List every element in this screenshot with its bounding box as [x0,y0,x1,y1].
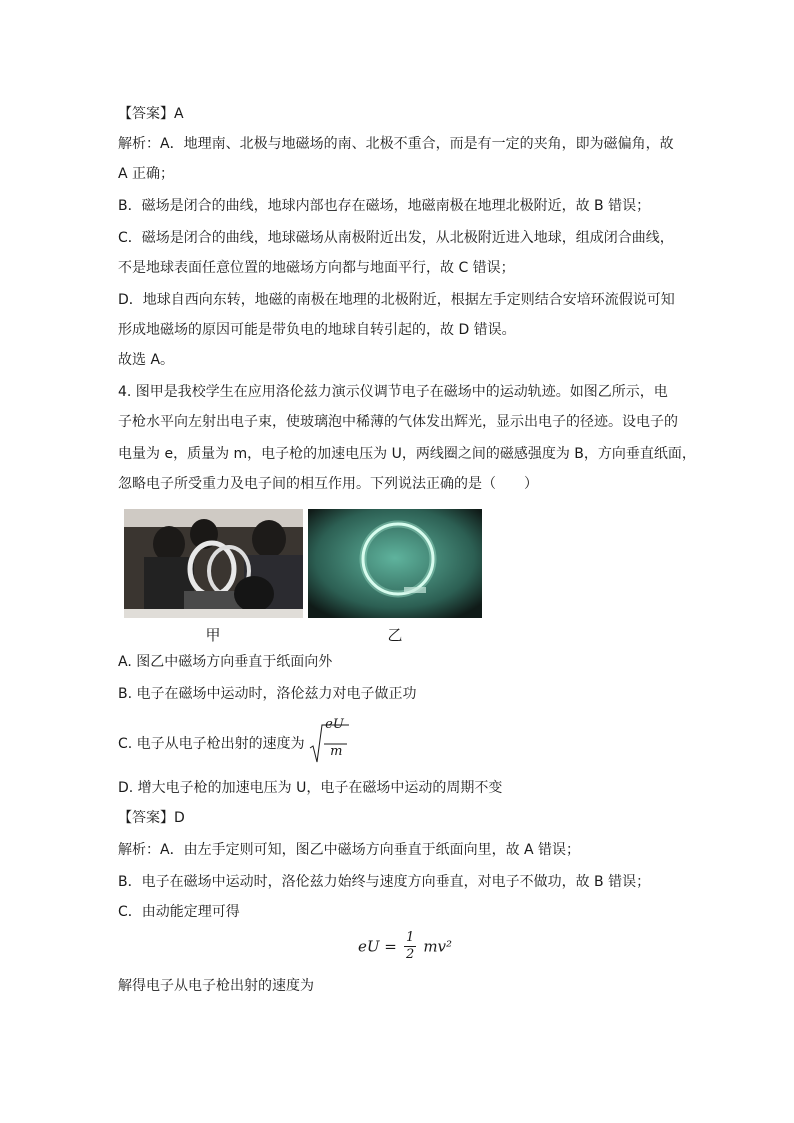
option-c [118,717,349,766]
equation-lhs: eU = [358,937,397,956]
equation-fraction [404,930,416,963]
photo-students-apparatus [124,509,303,618]
option-a: A. 图乙中磁场方向垂直于纸面向外 [118,654,333,670]
fraction-numerator: 1 [405,930,415,945]
explanation-line: B．电子在磁场中运动时，洛伦兹力始终与速度方向垂直，对电子不做功，故 B 错误； [118,874,651,890]
question-line: 子枪水平向左射出电子束，使玻璃泡中稀薄的气体发出辉光，显示出电子的径迹。设电子的 [118,414,678,430]
explanation-line: 故选 A。 [118,352,175,368]
photo-electron-trajectory [308,509,482,618]
explanation-line: C．由动能定理可得 [118,904,240,920]
explanation-line: 解析：A．由左手定则可知，图乙中磁场方向垂直于纸面向里，故 A 错误； [118,842,581,858]
explanation-line: D．地球自西向东转，地磁的南极在地理的北极附近，根据左手定则结合安培环流假说可知 [118,292,675,308]
answer-label: 【答案】D [118,810,185,826]
option-d: D. 增大电子枪的加速电压为 U，电子在磁场中运动的周期不变 [118,780,503,796]
explanation-line: A 正确； [118,166,175,182]
explanation-line: B．磁场是闭合的曲线，地球内部也存在磁场，地磁南极在地理北极附近，故 B 错误； [118,198,651,214]
explanation-line: 解得电子从电子枪出射的速度为 [118,978,314,994]
sqrt-denominator: m [330,744,343,759]
question-line: 忽略电子所受重力及电子间的相互作用。下列说法正确的是（ ） [118,476,538,492]
option-b: B. 电子在磁场中运动时，洛伦兹力对电子做正功 [118,686,417,702]
option-c-text: C. 电子从电子枪出射的速度为 [118,736,305,752]
question-line: 4. 图甲是我校学生在应用洛伦兹力演示仪调节电子在磁场中的运动轨迹。如图乙所示，电 [118,384,668,400]
explanation-line: C．磁场是闭合的曲线，地球磁场从南极附近出发，从北极附近进入地球，组成闭合曲线， [118,230,674,246]
fraction-denominator: 2 [405,947,415,962]
caption-jia: 甲 [205,626,221,644]
equation-rhs: mv² [423,937,453,956]
caption-yi: 乙 [387,626,403,644]
explanation-line: 形成地磁场的原因可能是带负电的地球自转引起的，故 D 错误。 [118,322,516,338]
question-line: 电量为 e，质量为 m，电子枪的加速电压为 U，两线圈之间的磁感强度为 B，方向垂直纸面， [118,446,696,462]
equation-energy [358,930,452,972]
sqrt-expression [309,717,349,766]
explanation-line: 解析：A．地理南、北极与地磁场的南、北极不重合，而是有一定的夹角，即为磁偏角，故 [118,136,674,152]
sqrt-numerator: eU [325,717,344,732]
answer-label: 【答案】A [118,106,184,122]
explanation-line: 不是地球表面任意位置的地磁场方向都与地面平行，故 C 错误； [118,260,515,276]
